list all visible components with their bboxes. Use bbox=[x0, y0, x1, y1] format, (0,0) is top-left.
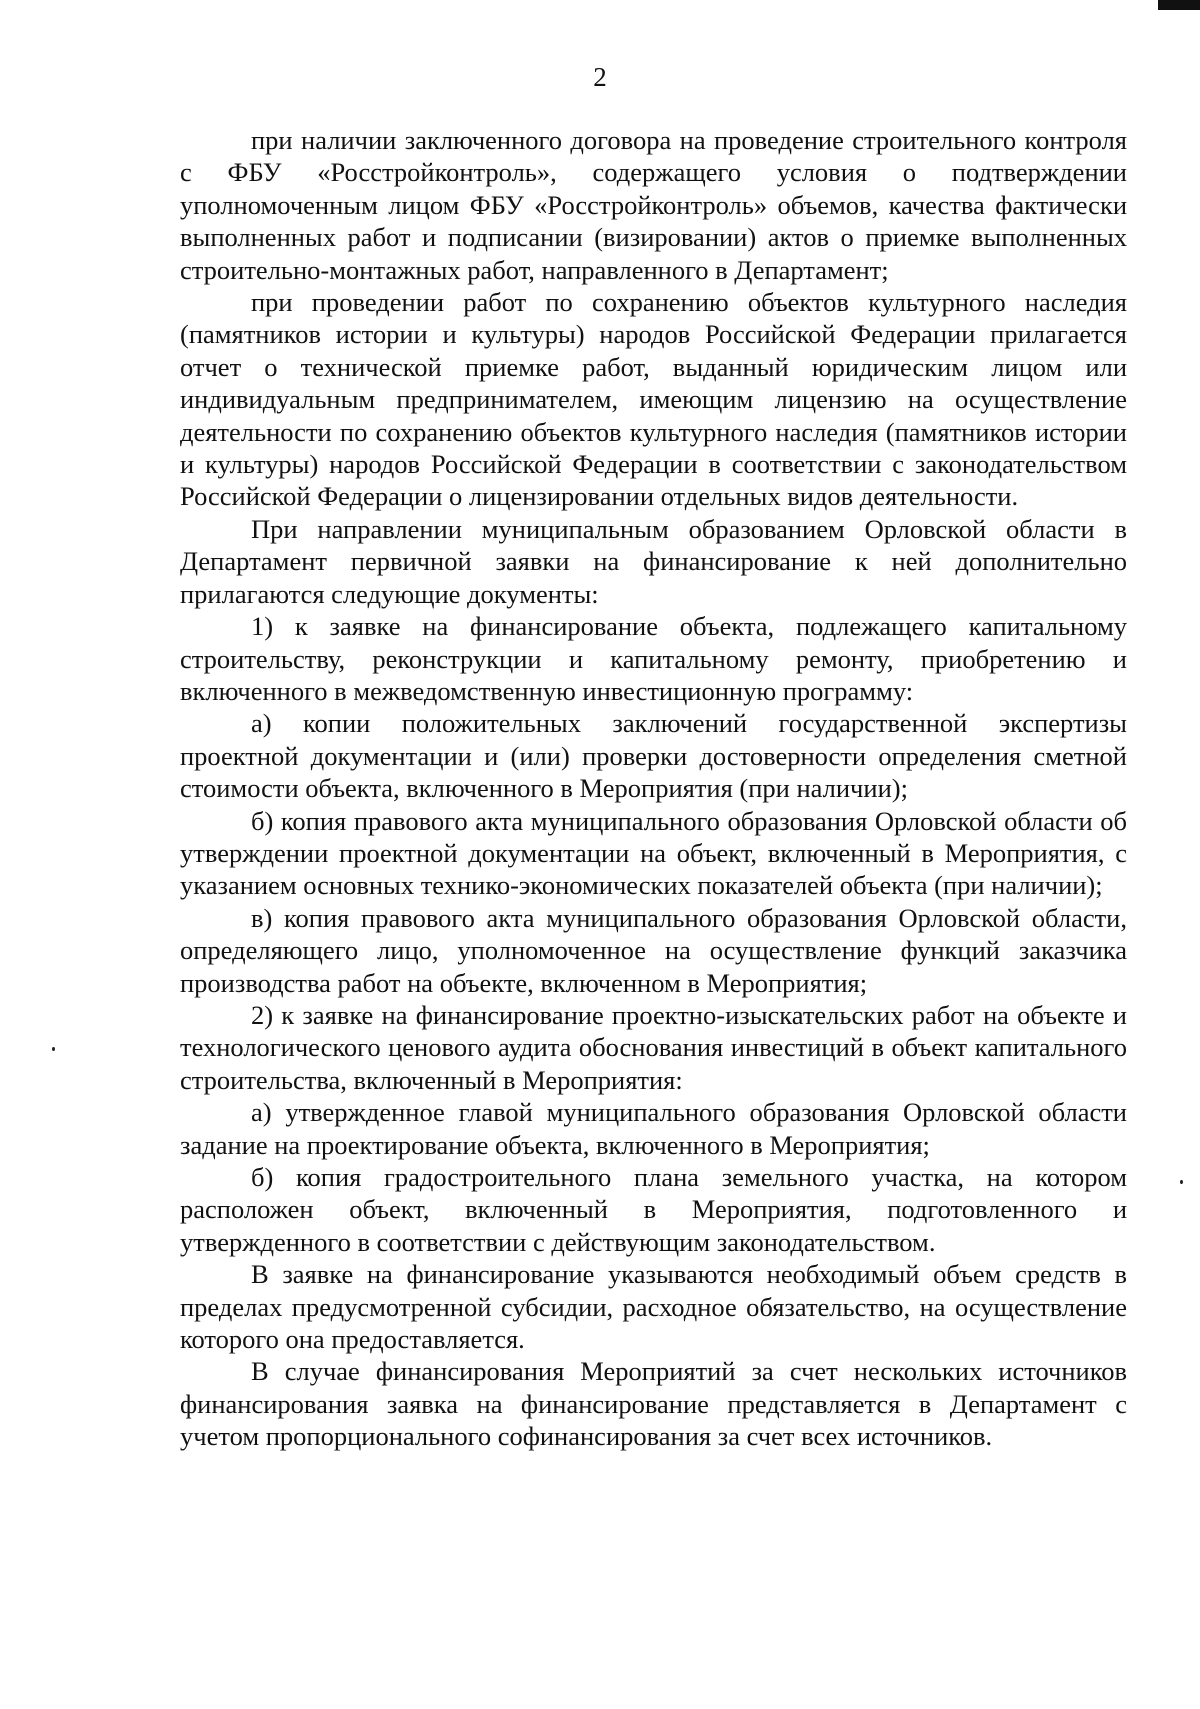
list-item-2: 2) к заявке на финансирование проектно-изыскательских работ на объекте и технологического ценового аудита обоснования инвестиций в объект капитального строительства, включенный в Мероприятия: bbox=[180, 999, 1127, 1095]
page-number: 2 bbox=[593, 62, 607, 92]
scan-edge-mark bbox=[1158, 0, 1200, 10]
list-item-1b: б) копия правового акта муниципального образования Орловской области об утверждении проектной документации на объект, включенный в Мероприятия, с указанием основных технико-экономических показателей объекта (при наличии); bbox=[180, 805, 1127, 901]
document-body bbox=[180, 124, 1127, 1453]
paragraph-cofinancing: В случае финансирования Мероприятий за счет нескольких источников финансирования заявка на финансирование представляется в Департамент с учетом пропорционального софинансирования за счет всех источников. bbox=[180, 1356, 1127, 1452]
paragraph-primary-application: При направлении муниципальным образованием Орловской области в Департамент первичной заявки на финансирование к ней дополнительно прилагаются следующие документы: bbox=[180, 513, 1127, 609]
list-item-1c: в) копия правового акта муниципального образования Орловской области, определяющего лицо, уполномоченное на осуществление функций заказчика производства работ на объекте, включенном в Мероприятия; bbox=[180, 902, 1127, 998]
list-item-2b: б) копия градостроительного плана земельного участка, на котором расположен объект, включенный в Мероприятия, подготовленного и утвержденного в соответствии с действующим законодательством. bbox=[180, 1162, 1127, 1257]
list-item-2a: а) утвержденное главой муниципального образования Орловской области задание на проектирование объекта, включенного в Мероприятия; bbox=[180, 1097, 1127, 1160]
scan-speck bbox=[1180, 1180, 1183, 1184]
list-item-1: 1) к заявке на финансирование объекта, подлежащего капитальному строительству, реконструкции и капитальному ремонту, приобретению и включенного в межведомственную инвестиционную программу: bbox=[180, 611, 1127, 706]
scan-speck bbox=[52, 1047, 55, 1051]
paragraph-cultural-heritage: при проведении работ по сохранению объектов культурного наследия (памятников истории и культуры) народов Российской Федерации прилагается отчет о технической приемке работ, выданный юридическим лицом или индивидуальным предпринимателем, имеющим лицензию на осуществление деятельности по сохранению объектов культурного наследия (памятников истории и культуры) народов Российской Федерации в соответствии с законодательством Российской Федерации о лицензировании отдельных видов деятельности. bbox=[180, 287, 1127, 512]
paragraph-rosstroykontrol-contract: при наличии заключенного договора на проведение строительного контроля с ФБУ «Росстройконтроль», содержащего условия о подтверждении уполномоченным лицом ФБУ «Росстройконтроль» объемов, качества фактически выполненных работ и подписании (визировании) актов о приемке выполненных строительно-монтажных работ, направленного в Департамент; bbox=[180, 125, 1127, 285]
paragraph-funding-volume: В заявке на финансирование указываются необходимый объем средств в пределах предусмотренной субсидии, расходное обязательство, на осуществление которого она предоставляется. bbox=[180, 1259, 1127, 1355]
list-item-1a: а) копии положительных заключений государственной экспертизы проектной документации и (или) проверки достоверности определения сметной стоимости объекта, включенного в Мероприятия (при наличии); bbox=[180, 708, 1127, 804]
